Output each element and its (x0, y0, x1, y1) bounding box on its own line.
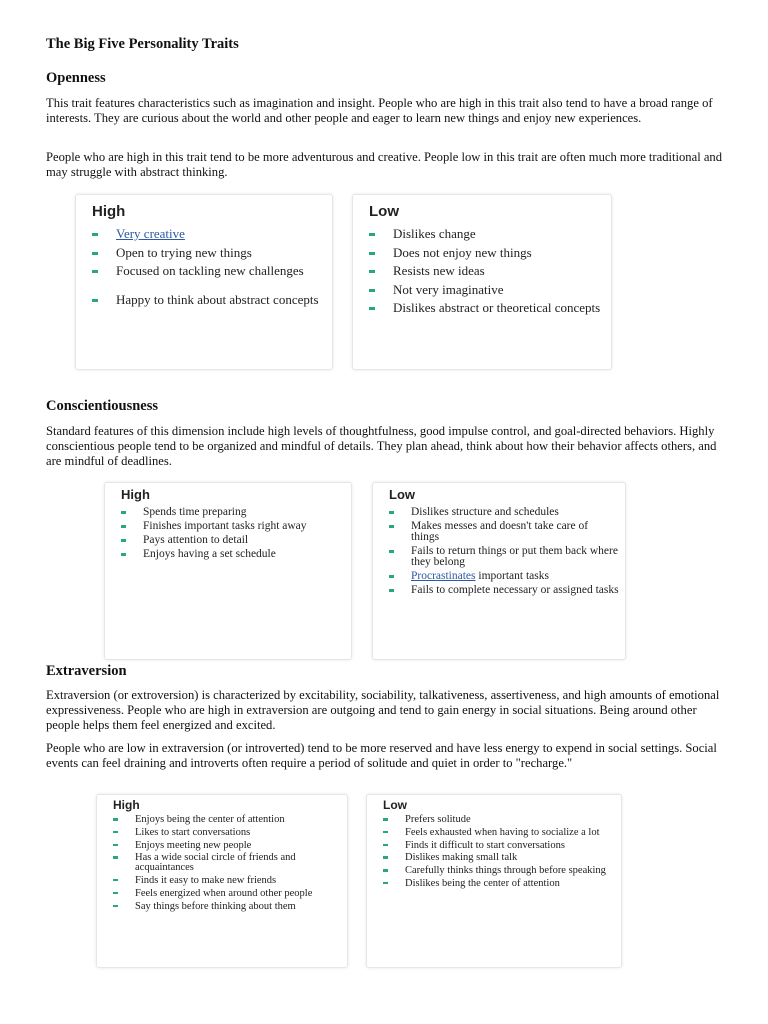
document-title: The Big Five Personality Traits (46, 36, 239, 52)
bullet-icon (369, 270, 375, 273)
list-item: Enjoys being the center of attention (113, 815, 341, 825)
bullet-icon (383, 818, 388, 821)
section-heading-extraversion: Extraversion (46, 663, 127, 679)
card-title: High (92, 203, 126, 220)
extraversion-paragraph-2: People who are low in extraversion (or introverted) tend to be more reserved and have less energy to expend in social settings. Social events can feel draining and introverts often require a period of solitude and quiet in order to "recharge." (46, 741, 717, 771)
extraversion-paragraph-1: Extraversion (or extroversion) is characterized by excitability, sociability, talkativeness, assertiveness, and high amounts of emotional expressiveness. People who are high in extraversion are outgoing and tend to gain energy in social situations. Being around other people helps them feel energized and excited. (46, 688, 720, 733)
bullet-icon (113, 818, 118, 821)
section-heading-openness: Openness (46, 70, 106, 86)
conscientiousness-paragraph-1: Standard features of this dimension include high levels of thoughtfulness, good impulse control, and goal-directed behaviors. Highly conscientious people tend to be organized and mindful of details. They plan ahead, think about how their behavior affects others, and are mindful of deadlines. (46, 424, 717, 469)
bullet-icon (92, 299, 98, 302)
openness-low-card (352, 194, 612, 370)
conscientiousness-high-list (121, 507, 345, 563)
card-title: Low (383, 798, 407, 812)
list-item: Say things before thinking about them (113, 902, 341, 912)
bullet-icon (383, 869, 388, 872)
very-creative-link[interactable]: Very creative (116, 226, 185, 241)
list-item[interactable]: Procrastinates important tasks (389, 571, 619, 582)
openness-paragraph-1: This trait features characteristics such as imagination and insight. People who are high in this trait also tend to have a broad range of interests. They are curious about the world and other people and eager to learn new things and enjoy new experiences. (46, 96, 713, 126)
bullet-icon (92, 252, 98, 255)
bullet-icon (113, 905, 118, 908)
list-item: Has a wide social circle of friends and acquaintances (113, 853, 341, 873)
list-item: Fails to return things or put them back where they belong (389, 546, 619, 568)
bullet-icon (121, 539, 126, 542)
list-item: Feels exhausted when having to socialize a lot (383, 828, 615, 838)
conscientiousness-low-list (389, 507, 619, 599)
section-heading-conscientiousness: Conscientiousness (46, 398, 158, 414)
bullet-icon (113, 892, 118, 895)
bullet-icon (383, 856, 388, 859)
bullet-icon (389, 575, 394, 578)
list-item: Enjoys having a set schedule (121, 549, 345, 560)
list-item: Makes messes and doesn't take care of things (389, 521, 619, 543)
list-item: Dislikes making small talk (383, 853, 615, 863)
conscientiousness-low-card (372, 482, 626, 660)
bullet-icon (121, 511, 126, 514)
list-item: Enjoys meeting new people (113, 841, 341, 851)
list-item: Feels energized when around other people (113, 889, 341, 899)
list-item: Does not enjoy new things (369, 246, 603, 261)
card-title: Low (389, 487, 415, 502)
bullet-icon (113, 831, 118, 834)
list-item: Happy to think about abstract concepts (92, 293, 324, 308)
card-title: High (121, 487, 150, 502)
bullet-icon (121, 525, 126, 528)
bullet-icon (92, 233, 98, 236)
list-item: Dislikes structure and schedules (389, 507, 619, 518)
card-title: High (113, 798, 140, 812)
bullet-icon (113, 844, 118, 847)
list-item: Finishes important tasks right away (121, 521, 345, 532)
list-item: Focused on tackling new challenges (92, 264, 324, 279)
bullet-icon (369, 233, 375, 236)
bullet-icon (121, 553, 126, 556)
list-item: Fails to complete necessary or assigned tasks (389, 585, 619, 596)
list-item[interactable] (92, 227, 324, 242)
bullet-icon (383, 844, 388, 847)
list-item: Spends time preparing (121, 507, 345, 518)
bullet-icon (113, 879, 118, 882)
list-item: Dislikes abstract or theoretical concepts (369, 301, 603, 316)
conscientiousness-high-card (104, 482, 352, 660)
list-item: Likes to start conversations (113, 828, 341, 838)
list-item: Open to trying new things (92, 246, 324, 261)
bullet-icon (389, 589, 394, 592)
openness-high-list (92, 227, 324, 311)
openness-low-list (369, 227, 603, 320)
list-item: Finds it difficult to start conversations (383, 841, 615, 851)
bullet-icon (383, 831, 388, 834)
bullet-icon (389, 525, 394, 528)
bullet-icon (369, 307, 375, 310)
openness-high-card (75, 194, 333, 370)
extraversion-high-card (96, 794, 348, 968)
bullet-icon (389, 550, 394, 553)
bullet-icon (369, 289, 375, 292)
list-item: Not very imaginative (369, 283, 603, 298)
procrastinates-link[interactable]: Procrastinates (411, 570, 476, 582)
list-item: Dislikes change (369, 227, 603, 242)
list-item: Resists new ideas (369, 264, 603, 279)
bullet-icon (389, 511, 394, 514)
extraversion-low-card (366, 794, 622, 968)
extraversion-low-list (383, 815, 615, 892)
list-item: Carefully thinks things through before speaking (383, 866, 615, 876)
card-title: Low (369, 203, 399, 220)
bullet-icon (92, 270, 98, 273)
extraversion-high-list (113, 815, 341, 914)
list-item: Pays attention to detail (121, 535, 345, 546)
list-item: Prefers solitude (383, 815, 615, 825)
list-item: Finds it easy to make new friends (113, 876, 341, 886)
bullet-icon (383, 882, 388, 885)
bullet-icon (113, 856, 118, 859)
bullet-icon (369, 252, 375, 255)
openness-paragraph-2: People who are high in this trait tend to be more adventurous and creative. People low in this trait are often much more traditional and may struggle with abstract thinking. (46, 150, 723, 180)
list-item: Dislikes being the center of attention (383, 879, 615, 889)
